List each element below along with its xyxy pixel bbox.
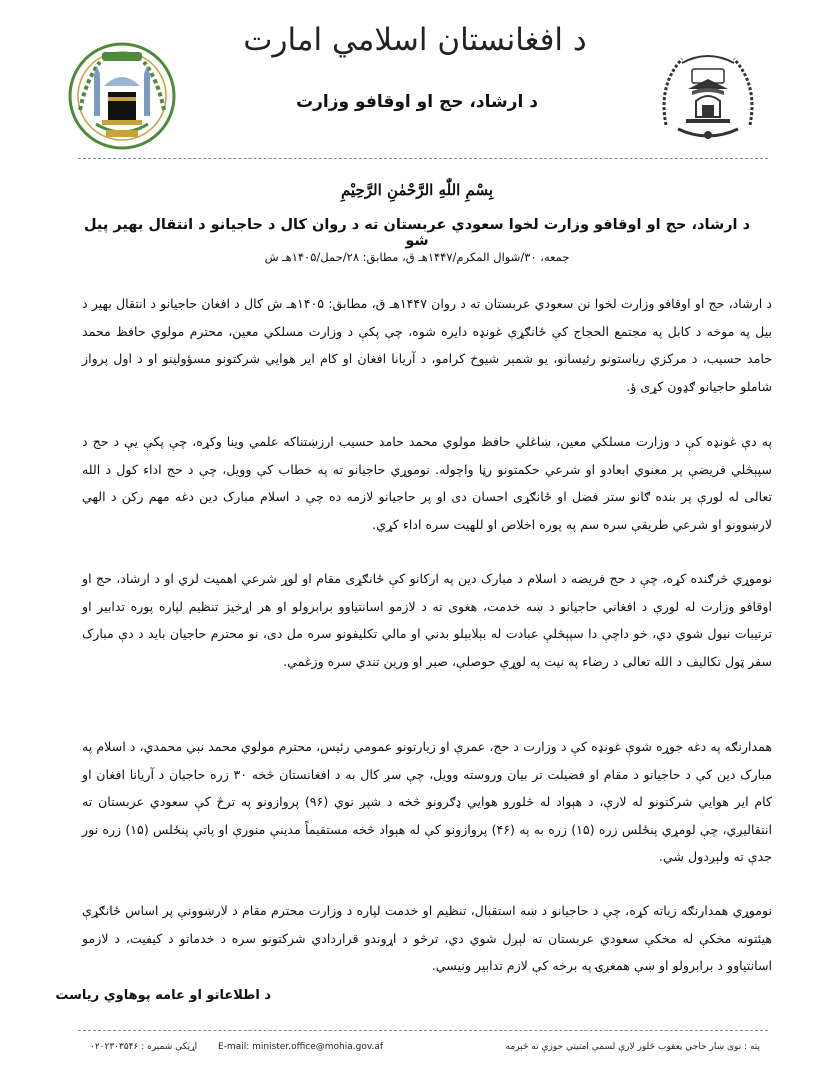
- footer-email[interactable]: E-mail: minister.office@mohia.gov.af: [218, 1042, 384, 1052]
- national-emblem-icon: [652, 45, 764, 147]
- dateline: جمعه، ۳۰/شوال المکرم/۱۴۴۷هـ ق، مطابق: ۲۸/حمل/۱۴۰۵هـ ش: [264, 250, 570, 264]
- footer: [80, 1040, 760, 1058]
- header-divider: [78, 158, 768, 159]
- signature-department: د اطلاعاتو او عامه پوهاوي رياست: [55, 988, 271, 1003]
- ministry-name: د ارشاد، حج او اوقافو وزارت: [296, 92, 538, 112]
- letterhead: [0, 0, 834, 158]
- footer-phone-label: اړيکې شمېره :: [141, 1042, 198, 1052]
- paragraph: په دې غونډه کې د وزارت مسلکي معين، ښاغلي حافظ مولوي محمد حامد حسيب ارزښتناکه علمي وينا وکړه، چې پکې يې د حج د سپېڅلي فريضې پر معنوي ابعادو او شرعي حکمتونو رڼا واچوله. نوموړي حاجيانو ته په خطاب کې وويل، چې د حج اداء کول د الله تعالی له لورې پر بنده ګانو ستر فضل او ځانګړی احسان دی او پر حاجيانو لازمه ده چې د اسلام مبارک دين دغه مهم رکن د الهي لارښوونو او شرعي طريقې سره سم په پوره اخلاص او للهيت سره اداء کړي.: [82, 434, 772, 532]
- footer-address: پته : نوی ښار حاجي يعقوب څلور لارې لسمې امنيتي حوزې ته څېرمه: [505, 1042, 760, 1052]
- paragraph: د ارشاد، حج او اوقافو وزارت لخوا نن سعودي عربستان ته د روان ۱۴۴۷هـ ق، مطابق: ۱۴۰۵هـ ش کال د افغان حاجيانو د انتقال بهير د بيل په موخه د کابل په مجتمع الحجاج کې ځانګړې غونډه دايره شوه، چې پکې د وزارت مسلکي معين، محترم مولوي حافظ محمد حامد حسيب، د مرکزي رياستونو رئيسانو، يو شمېر شيوخ کرامو، د آريانا افغان او کام اير هوايي شرکتونو مسؤولينو او د اول پرواز شاملو حاجيانو ګډون کړی ؤ.: [82, 296, 773, 394]
- bismillah: بِسْمِ اللّٰهِ الرَّحْمٰنِ الرَّحِيْمِ: [340, 181, 494, 199]
- footer-phone: [90, 1042, 197, 1052]
- footer-divider: [78, 1030, 768, 1031]
- footer-phone-value: ۰۲۰۲۳۰۳۵۴۶: [90, 1042, 139, 1052]
- emirate-calligraphy: د افغانستان اسلامي امارت: [243, 22, 587, 58]
- headline: د ارشاد، حج او اوقافو وزارت لخوا سعودي عربستان ته د روان کال د حاجيانو د انتقال بهير پيل شو: [83, 217, 751, 249]
- ministry-seal-icon: [66, 40, 178, 152]
- paragraph: نوموړي همدارنګه زياته کړه، چې د حاجيانو د ښه استقبال، تنظيم او خدمت لپاره د وزارت محترم مقام د لارښوونې پر اساس ځانګړې هيئتونه مخکې له مخکې سعودي عربستان ته لېږل شوي دي، ترڅو د اړوندو قراردادي شرکتونو سره د خدماتو د کيفيت، د لازمو اسانتياوو د برابرولو او ښې همغږۍ په برخه کې لازم تدابير ونيسي.: [82, 903, 772, 973]
- paragraph: نوموړي څرګنده کړه، چې د حج فريضه د اسلام د مبارک دين په ارکانو کې ځانګړی مقام او لوړ شرعي اهميت لري او د ارشاد، حج او اوقافو وزارت له لورې د افغاني حاجيانو د ښه خدمت، هغوی ته د لازمو اسانتياوو برابرولو او هر اړخيز تنظيم لپاره پوره تدابير او ترتيبات نيول شوي دي، خو داچې دا سپېڅلې عبادت له بېلابېلو بدني او مالي تکليفونو سره مل دی، نو محترم حاجيان بايد د دې مبارک سفر ټول تکاليف د الله تعالی د رضاء په نيت په لوړې حوصلې، صبر او ورين تندي سره وزغمي.: [82, 571, 772, 669]
- paragraph: همدارنګه په دغه جوړه شوې غونډه کې د وزارت د حج، عمرې او زيارتونو عمومي رئيس، محترم مولوي محمد نبي محمدي، د اسلام په مبارک دين کې د حاجيانو د مقام او فضيلت تر بيان وروسته وويل، چې سږ کال به د افغانستان څخه ۳۰ زره حاجيان د آريانا افغان او کام اير هوايي شرکتونو له لارې، د هېواد له څلورو هوايي ډګرونو څخه د شپږ نوي (۹۶) پروازونو په ترڅ کې سعودي عربستان ته انتقاليږي، چې لومړي پنځلس زره (۱۵) زره به په (۴۶) پروازونو کې له هېواد څخه مستقيماً مدينې منورې او پاتې پنځلس (۱۵) زره نور جدې ته ولېږدول شي.: [82, 739, 772, 864]
